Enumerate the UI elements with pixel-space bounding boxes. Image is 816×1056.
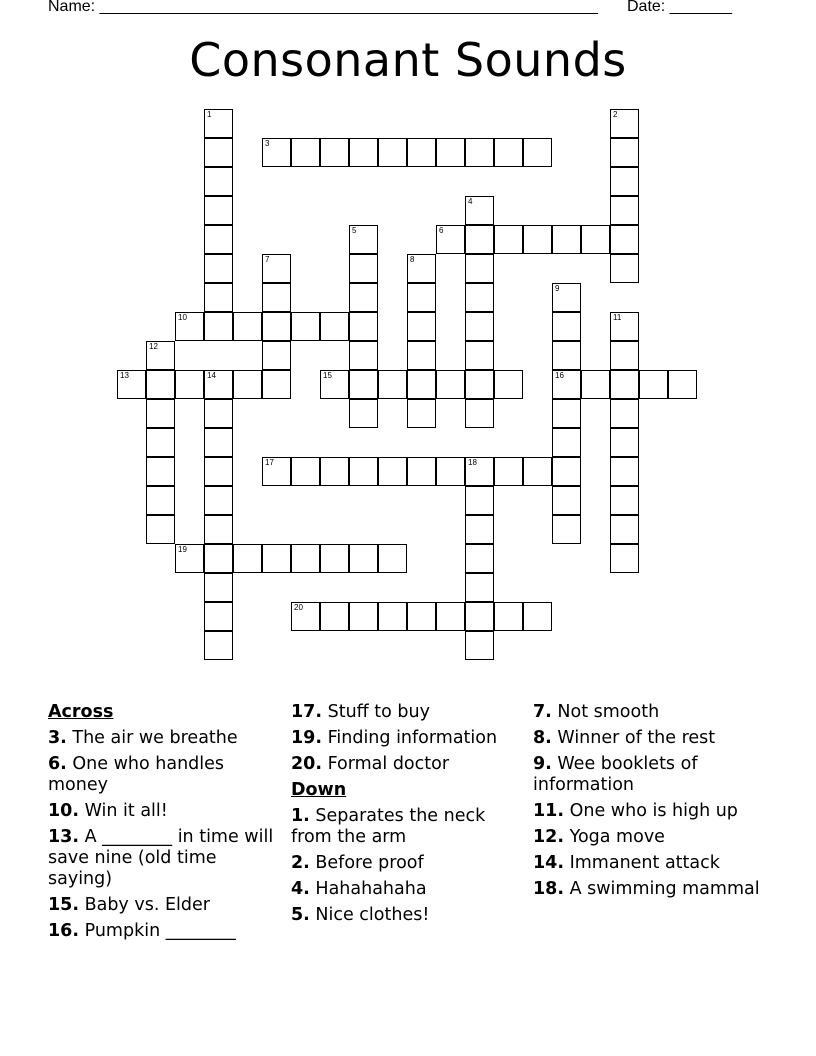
clue-number: 11. — [533, 801, 565, 821]
clue-number: 5. — [291, 905, 310, 925]
grid-cell[interactable] — [204, 544, 233, 573]
grid-cell[interactable] — [204, 109, 233, 138]
grid-cell[interactable] — [407, 312, 436, 341]
down-clue-18 — [533, 879, 773, 900]
grid-cell[interactable] — [552, 457, 581, 486]
grid-cell[interactable] — [581, 225, 610, 254]
grid-cell[interactable] — [465, 138, 494, 167]
clue-text: Stuff to buy — [327, 702, 430, 722]
grid-cell[interactable] — [204, 486, 233, 515]
grid-cell[interactable] — [436, 602, 465, 631]
grid-cell[interactable] — [291, 602, 320, 631]
clue-number: 8. — [533, 728, 552, 748]
clue-number: 20. — [291, 754, 323, 774]
grid-cell[interactable] — [204, 138, 233, 167]
grid-cell[interactable] — [349, 370, 378, 399]
grid-cell[interactable] — [349, 341, 378, 370]
grid-cell[interactable] — [668, 370, 697, 399]
grid-cell[interactable] — [291, 544, 320, 573]
cell-number: 2 — [613, 110, 618, 119]
across-clue-3 — [48, 728, 283, 749]
clue-number: 13. — [48, 827, 80, 847]
grid-cell[interactable] — [349, 225, 378, 254]
clue-text: Hahahahaha — [315, 879, 427, 899]
grid-cell[interactable] — [465, 486, 494, 515]
grid-cell[interactable] — [581, 370, 610, 399]
down-clue-2 — [291, 853, 526, 874]
grid-cell[interactable] — [349, 138, 378, 167]
grid-cell[interactable] — [436, 225, 465, 254]
grid-cell[interactable] — [204, 428, 233, 457]
grid-cell[interactable] — [204, 167, 233, 196]
grid-cell[interactable] — [407, 370, 436, 399]
grid-cell[interactable] — [349, 544, 378, 573]
cell-number: 8 — [410, 255, 415, 264]
grid-cell[interactable] — [552, 399, 581, 428]
down-heading: Down — [291, 780, 347, 800]
grid-cell[interactable] — [146, 370, 175, 399]
grid-cell[interactable] — [552, 486, 581, 515]
grid-cell[interactable] — [233, 312, 262, 341]
grid-cell[interactable] — [204, 515, 233, 544]
grid-cell[interactable] — [320, 457, 349, 486]
cell-number: 10 — [178, 313, 187, 322]
grid-cell[interactable] — [552, 312, 581, 341]
grid-cell[interactable] — [262, 370, 291, 399]
grid-cell[interactable] — [552, 515, 581, 544]
clue-text: Baby vs. Elder — [84, 895, 210, 915]
cell-number: 17 — [265, 458, 274, 467]
grid-cell[interactable] — [436, 138, 465, 167]
grid-cell[interactable] — [465, 399, 494, 428]
grid-cell[interactable] — [465, 631, 494, 660]
grid-cell[interactable] — [204, 573, 233, 602]
clue-number: 12. — [533, 827, 565, 847]
grid-cell[interactable] — [610, 109, 639, 138]
clue-number: 1. — [291, 806, 310, 826]
grid-cell[interactable] — [146, 341, 175, 370]
grid-cell[interactable] — [552, 370, 581, 399]
grid-cell[interactable] — [610, 399, 639, 428]
clue-number: 16. — [48, 921, 80, 941]
grid-cell[interactable] — [610, 312, 639, 341]
clue-text: Not smooth — [557, 702, 660, 722]
name-field-label: Name: ________________________________________________________ — [48, 0, 598, 15]
grid-cell[interactable] — [320, 544, 349, 573]
grid-cell[interactable] — [146, 457, 175, 486]
clue-text: The air we breathe — [72, 728, 238, 748]
grid-cell[interactable] — [407, 138, 436, 167]
grid-cell[interactable] — [262, 341, 291, 370]
clue-number: 7. — [533, 702, 552, 722]
grid-cell[interactable] — [610, 515, 639, 544]
cell-number: 16 — [555, 371, 564, 380]
grid-cell[interactable] — [610, 138, 639, 167]
grid-cell[interactable] — [175, 370, 204, 399]
across-clue-20 — [291, 754, 526, 775]
grid-cell[interactable] — [320, 602, 349, 631]
grid-cell[interactable] — [407, 457, 436, 486]
grid-cell[interactable] — [465, 457, 494, 486]
across-heading: Across — [48, 702, 114, 722]
clue-text: Pumpkin ________ — [84, 921, 236, 941]
clue-number: 14. — [533, 853, 565, 873]
grid-cell[interactable] — [204, 370, 233, 399]
grid-cell[interactable] — [552, 428, 581, 457]
clue-text: Win it all! — [84, 801, 168, 821]
down-clue-12 — [533, 827, 773, 848]
grid-cell[interactable] — [204, 283, 233, 312]
grid-cell[interactable] — [320, 138, 349, 167]
grid-cell[interactable] — [465, 341, 494, 370]
clue-number: 15. — [48, 895, 80, 915]
cell-number: 18 — [468, 458, 477, 467]
cell-number: 19 — [178, 545, 187, 554]
across-clue-19 — [291, 728, 526, 749]
grid-cell[interactable] — [552, 283, 581, 312]
grid-cell[interactable] — [610, 486, 639, 515]
clue-text: One who is high up — [569, 801, 738, 821]
grid-cell[interactable] — [523, 225, 552, 254]
grid-cell[interactable] — [610, 428, 639, 457]
clue-column-2 — [291, 702, 526, 931]
grid-cell[interactable] — [378, 457, 407, 486]
grid-cell[interactable] — [523, 138, 552, 167]
grid-cell[interactable] — [320, 312, 349, 341]
grid-cell[interactable] — [204, 631, 233, 660]
grid-cell[interactable] — [262, 457, 291, 486]
grid-cell[interactable] — [146, 486, 175, 515]
grid-cell[interactable] — [494, 225, 523, 254]
grid-cell[interactable] — [610, 457, 639, 486]
cell-number: 1 — [207, 110, 212, 119]
clue-text: Wee booklets of information — [533, 754, 698, 795]
grid-cell[interactable] — [465, 225, 494, 254]
down-clue-1 — [291, 806, 526, 848]
clue-text: Winner of the rest — [557, 728, 716, 748]
down-clue-5 — [291, 905, 526, 926]
grid-cell[interactable] — [610, 341, 639, 370]
grid-cell[interactable] — [378, 544, 407, 573]
grid-cell[interactable] — [204, 225, 233, 254]
cell-number: 11 — [613, 313, 622, 322]
grid-cell[interactable] — [204, 602, 233, 631]
clue-number: 9. — [533, 754, 552, 774]
cell-number: 20 — [294, 603, 303, 612]
grid-cell[interactable] — [610, 254, 639, 283]
grid-cell[interactable] — [552, 225, 581, 254]
grid-cell[interactable] — [407, 341, 436, 370]
grid-cell[interactable] — [494, 370, 523, 399]
clue-text: Formal doctor — [327, 754, 450, 774]
grid-cell[interactable] — [291, 457, 320, 486]
grid-cell[interactable] — [233, 544, 262, 573]
clue-number: 6. — [48, 754, 67, 774]
grid-cell[interactable] — [407, 602, 436, 631]
grid-cell[interactable] — [146, 399, 175, 428]
clue-number: 10. — [48, 801, 80, 821]
grid-cell[interactable] — [465, 312, 494, 341]
grid-cell[interactable] — [523, 457, 552, 486]
across-clue-6 — [48, 754, 283, 796]
grid-cell[interactable] — [378, 602, 407, 631]
grid-cell[interactable] — [204, 312, 233, 341]
grid-cell[interactable] — [262, 254, 291, 283]
clue-text: A swimming mammal — [569, 879, 760, 899]
grid-cell[interactable] — [146, 515, 175, 544]
clue-number: 3. — [48, 728, 67, 748]
grid-cell[interactable] — [494, 138, 523, 167]
grid-cell[interactable] — [175, 312, 204, 341]
grid-cell[interactable] — [610, 544, 639, 573]
grid-cell[interactable] — [320, 370, 349, 399]
grid-cell[interactable] — [436, 457, 465, 486]
grid-cell[interactable] — [349, 312, 378, 341]
clue-text: Separates the neck from the arm — [291, 806, 486, 847]
grid-cell[interactable] — [204, 399, 233, 428]
across-clue-10 — [48, 801, 283, 822]
grid-cell[interactable] — [378, 370, 407, 399]
grid-cell[interactable] — [262, 544, 291, 573]
down-clue-11 — [533, 801, 773, 822]
across-clue-17 — [291, 702, 526, 723]
grid-cell[interactable] — [378, 138, 407, 167]
grid-cell[interactable] — [552, 341, 581, 370]
grid-cell[interactable] — [523, 602, 552, 631]
cell-number: 13 — [120, 371, 129, 380]
grid-cell[interactable] — [407, 254, 436, 283]
across-clue-15 — [48, 895, 283, 916]
grid-cell[interactable] — [407, 283, 436, 312]
grid-cell[interactable] — [262, 312, 291, 341]
cell-number: 6 — [439, 226, 444, 235]
grid-cell[interactable] — [465, 370, 494, 399]
clue-number: 19. — [291, 728, 323, 748]
grid-cell[interactable] — [407, 399, 436, 428]
clue-text: Immanent attack — [569, 853, 720, 873]
grid-cell[interactable] — [349, 254, 378, 283]
grid-cell[interactable] — [610, 196, 639, 225]
grid-cell[interactable] — [204, 196, 233, 225]
across-clue-13 — [48, 827, 283, 890]
grid-cell[interactable] — [639, 370, 668, 399]
grid-cell[interactable] — [291, 312, 320, 341]
clue-text: Yoga move — [569, 827, 665, 847]
grid-cell[interactable] — [146, 428, 175, 457]
grid-cell[interactable] — [465, 602, 494, 631]
grid-cell[interactable] — [610, 225, 639, 254]
grid-cell[interactable] — [465, 544, 494, 573]
cell-number: 9 — [555, 284, 560, 293]
grid-cell[interactable] — [465, 254, 494, 283]
down-clue-8 — [533, 728, 773, 749]
cell-number: 3 — [265, 139, 270, 148]
down-clue-4 — [291, 879, 526, 900]
grid-cell[interactable] — [117, 370, 146, 399]
date-field-label: Date: _______ — [627, 0, 732, 15]
page-title: Consonant Sounds — [189, 33, 627, 87]
grid-cell[interactable] — [349, 457, 378, 486]
grid-cell[interactable] — [610, 167, 639, 196]
across-clue-16 — [48, 921, 283, 942]
clue-number: 2. — [291, 853, 310, 873]
clue-text: Nice clothes! — [315, 905, 430, 925]
grid-cell[interactable] — [436, 370, 465, 399]
grid-cell[interactable] — [262, 138, 291, 167]
down-clue-7 — [533, 702, 773, 723]
grid-cell[interactable] — [204, 457, 233, 486]
grid-cell[interactable] — [349, 399, 378, 428]
grid-cell[interactable] — [262, 283, 291, 312]
down-clue-9 — [533, 754, 773, 796]
clue-text: Finding information — [327, 728, 498, 748]
clue-number: 4. — [291, 879, 310, 899]
grid-cell[interactable] — [233, 370, 262, 399]
clue-text: A ________ in time will save nine (old time saying) — [48, 827, 274, 889]
down-clue-14 — [533, 853, 773, 874]
grid-cell[interactable] — [349, 283, 378, 312]
grid-cell[interactable] — [465, 283, 494, 312]
cell-number: 15 — [323, 371, 332, 380]
clue-text: Before proof — [315, 853, 424, 873]
grid-cell[interactable] — [204, 254, 233, 283]
clue-text: One who handles money — [48, 754, 225, 795]
cell-number: 5 — [352, 226, 357, 235]
clue-column-1 — [48, 702, 283, 947]
cell-number: 7 — [265, 255, 270, 264]
grid-cell[interactable] — [465, 196, 494, 225]
cell-number: 12 — [149, 342, 158, 351]
grid-cell[interactable] — [175, 544, 204, 573]
cell-number: 4 — [468, 197, 473, 206]
clue-number: 18. — [533, 879, 565, 899]
cell-number: 14 — [207, 371, 216, 380]
grid-cell[interactable] — [465, 515, 494, 544]
grid-cell[interactable] — [465, 573, 494, 602]
grid-cell[interactable] — [494, 457, 523, 486]
grid-cell[interactable] — [494, 602, 523, 631]
grid-cell[interactable] — [291, 138, 320, 167]
grid-cell[interactable] — [349, 602, 378, 631]
clue-column-3 — [533, 702, 773, 905]
grid-cell[interactable] — [610, 370, 639, 399]
clue-number: 17. — [291, 702, 323, 722]
